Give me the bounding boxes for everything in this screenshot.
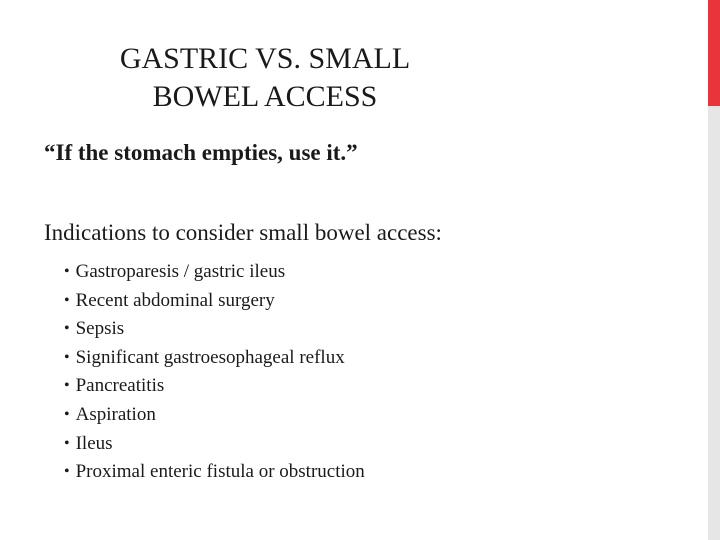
list-item: [64, 344, 365, 373]
list-item: [64, 401, 365, 430]
bullet-icon: •: [64, 463, 70, 481]
bullet-icon: •: [64, 434, 70, 452]
bullet-icon: •: [64, 263, 70, 280]
bullet-icon: •: [64, 405, 70, 423]
list-item-text: Pancreatitis: [75, 375, 165, 397]
bullet-icon: •: [64, 320, 70, 338]
slide-quote: “If the stomach empties, use it.”: [44, 140, 358, 165]
list-item: [64, 287, 365, 316]
bullet-icon: •: [64, 348, 70, 366]
indications-heading: Indications to consider small bowel access:: [44, 220, 442, 245]
list-item: [64, 315, 365, 344]
slide-title: GASTRIC VS. SMALL BOWEL ACCESS: [119, 42, 411, 113]
list-item-text: Recent abdominal surgery: [75, 289, 275, 311]
list-item: [64, 430, 365, 459]
list-item: [64, 458, 365, 487]
list-item-text: Aspiration: [75, 403, 156, 425]
list-item-text: Significant gastroesophageal reflux: [75, 346, 345, 368]
list-item-text: Sepsis: [75, 318, 125, 340]
list-item-text: Gastroparesis / gastric ileus: [75, 261, 286, 282]
indications-list: [64, 258, 365, 487]
list-item-text: Proximal enteric fistula or obstruction: [75, 461, 365, 483]
bullet-icon: •: [64, 291, 70, 309]
list-item: [64, 372, 365, 401]
side-accent-bar-red: [708, 0, 720, 106]
bullet-icon: •: [64, 377, 70, 395]
list-item: [64, 258, 365, 287]
list-item-text: Ileus: [75, 432, 113, 454]
